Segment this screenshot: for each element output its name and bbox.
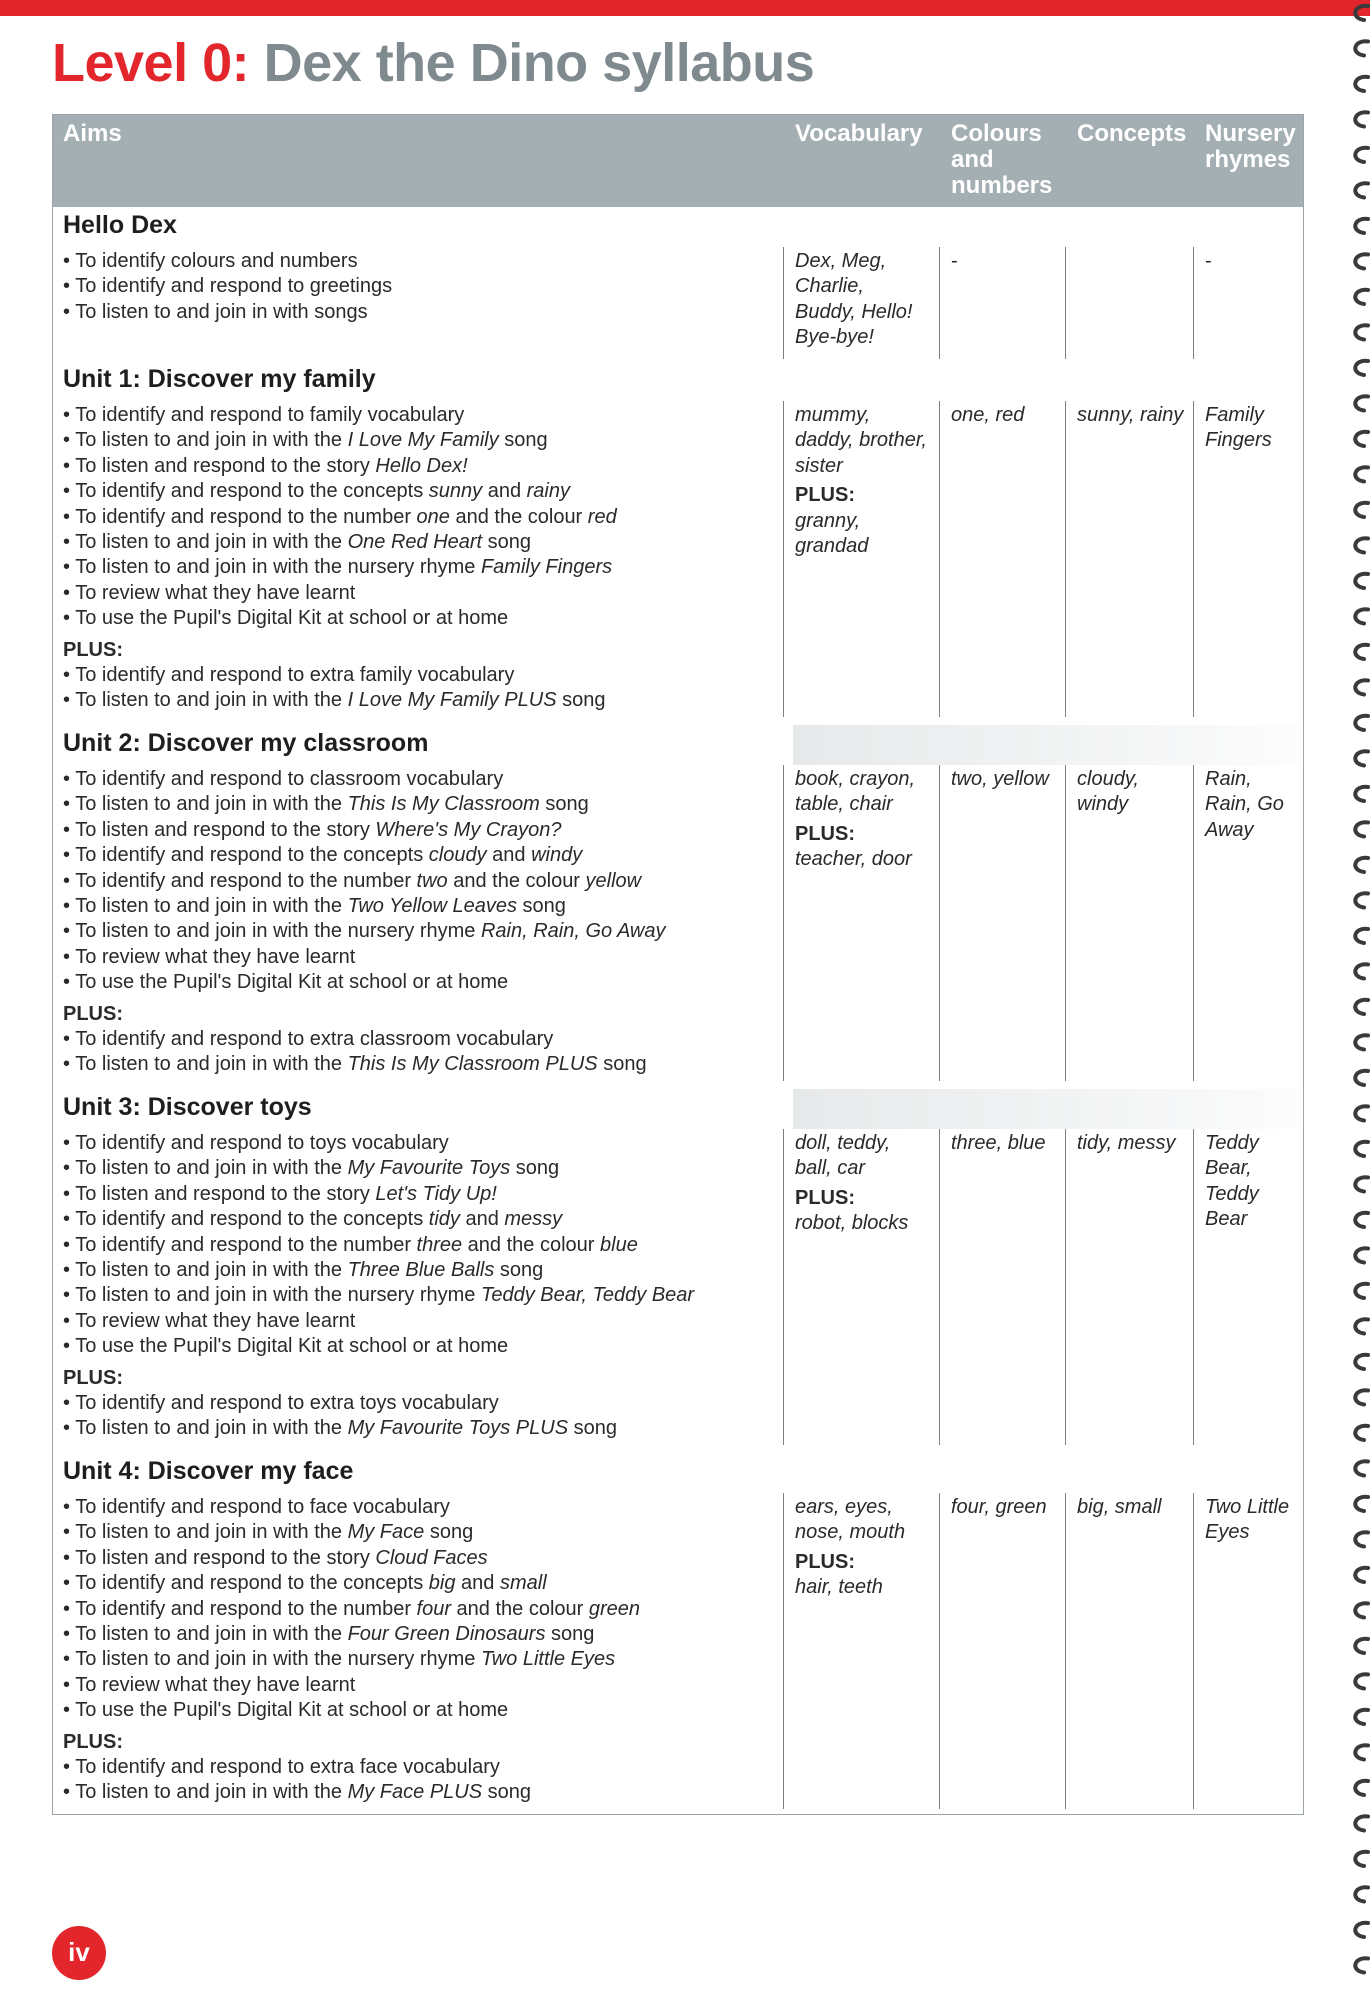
row-shading [793, 725, 1305, 765]
aims-list [63, 403, 793, 714]
binding-ring [1355, 1213, 1368, 1227]
row-shading [793, 1089, 1305, 1129]
aim-item: • To identify and respond to the number two and the colour yellow [63, 869, 642, 892]
column-divider [939, 1493, 940, 1809]
aim-item: • To listen and respond to the story Let's Tidy Up! [63, 1182, 497, 1205]
column-divider [1065, 401, 1066, 717]
concepts-cell: sunny, rainy [1077, 404, 1184, 426]
vocab-plus-label: PLUS: [795, 484, 855, 507]
aim-item: • To review what they have learnt [63, 1673, 356, 1696]
plus-heading: PLUS: [63, 1366, 123, 1389]
aim-item: • To listen to and join in with the nursery rhyme Family Fingers [63, 556, 613, 579]
header-nursery-rhymes: Nursery rhymes [1205, 120, 1296, 173]
column-divider [1193, 401, 1194, 717]
binding-ring [1355, 219, 1368, 233]
plus-aim-item: • To listen to and join in with the This Is My Classroom PLUS song [63, 1053, 647, 1076]
binding-ring [1355, 858, 1368, 872]
column-divider [1065, 765, 1066, 1081]
nursery-cell: Two Little Eyes [1205, 1496, 1290, 1544]
vocab-plus-label: PLUS: [795, 822, 855, 845]
binding-ring [1355, 432, 1368, 446]
binding-ring [1355, 1035, 1368, 1049]
binding-ring [1355, 503, 1368, 517]
plus-aim-item: • To identify and respond to extra toys vocabulary [63, 1392, 499, 1415]
column-divider [939, 765, 940, 1081]
plus-aim-item: • To listen to and join in with the I Love My Family PLUS song [63, 689, 606, 712]
binding-ring [1355, 77, 1368, 91]
column-divider [783, 1129, 784, 1445]
nursery-cell: Teddy Bear, Teddy Bear [1205, 1132, 1259, 1231]
binding-ring [1355, 680, 1368, 694]
column-divider [939, 1129, 940, 1445]
vocabulary-cell: Dex, Meg, Charlie, Buddy, Hello! Bye-bye! [795, 250, 913, 349]
vocabulary-cell: ears, eyes, nose, mouth PLUS: hair, teeth [795, 1495, 927, 1601]
aim-item: • To use the Pupil's Digital Kit at school or at home [63, 1699, 509, 1722]
binding-ring [1355, 1781, 1368, 1795]
colours-cell: one, red [951, 404, 1025, 426]
vocabulary-cell: mummy, daddy, brother, sister PLUS: granny, grandad [795, 404, 927, 558]
binding-ring [1355, 609, 1368, 623]
binding-ring [1355, 1603, 1368, 1617]
aim-item: • To identify and respond to family vocabulary [63, 404, 465, 426]
binding-ring [1355, 1000, 1368, 1014]
level-label: Level 0: [52, 33, 250, 93]
binding-ring [1355, 1532, 1368, 1546]
vocabulary-cell: book, crayon, table, chair PLUS: teacher, door [795, 767, 927, 873]
concepts-cell: tidy, messy [1077, 1132, 1176, 1154]
column-divider [1193, 1129, 1194, 1445]
page-number: iv [52, 1926, 106, 1980]
aim-item: • To identify and respond to toys vocabulary [63, 1132, 449, 1154]
column-divider [1065, 1493, 1066, 1809]
binding-ring [1355, 41, 1368, 55]
aim-item: • To listen to and join in with the My Favourite Toys song [63, 1157, 560, 1180]
nursery-cell: Family Fingers [1205, 404, 1272, 452]
vocab-plus-label: PLUS: [795, 1550, 855, 1573]
top-accent-bar [0, 0, 1370, 16]
binding-ring [1355, 1071, 1368, 1085]
aims-list [63, 1495, 793, 1806]
unit-title: Unit 1: Discover my family [63, 365, 376, 393]
aim-item: • To identify and respond to classroom vocabulary [63, 768, 504, 790]
aim-item: • To review what they have learnt [63, 581, 356, 604]
aim-item: • To listen and respond to the story Where's My Crayon? [63, 818, 562, 841]
binding-ring [1355, 1816, 1368, 1830]
binding-ring [1355, 183, 1368, 197]
unit-title: Unit 4: Discover my face [63, 1457, 354, 1485]
aim-item: • To identify and respond to the concepts cloudy and windy [63, 844, 583, 867]
binding-ring [1355, 1674, 1368, 1688]
binding-ring [1355, 751, 1368, 765]
aim-item: • To use the Pupil's Digital Kit at school or at home [63, 971, 509, 994]
column-divider [939, 401, 940, 717]
aim-item: • To use the Pupil's Digital Kit at school or at home [63, 607, 509, 630]
aim-item: • To identify and respond to greetings [63, 275, 393, 298]
binding-ring [1355, 1426, 1368, 1440]
binding-ring [1355, 1923, 1368, 1937]
aim-item: • To listen to and join in with the Four Green Dinosaurs song [63, 1623, 595, 1646]
binding-ring [1355, 574, 1368, 588]
aim-item: • To listen to and join in with songs [63, 300, 368, 323]
aims-list [63, 767, 793, 1078]
colours-cell: two, yellow [951, 768, 1049, 790]
binding-ring [1355, 1106, 1368, 1120]
unit-title: Unit 3: Discover toys [63, 1093, 312, 1121]
binding-ring [1355, 929, 1368, 943]
binding-ring [1355, 538, 1368, 552]
concepts-cell: cloudy, windy [1077, 768, 1139, 816]
plus-aim-item: • To identify and respond to extra family vocabulary [63, 664, 515, 687]
syllabus-table [52, 114, 1304, 1815]
colours-cell: four, green [951, 1496, 1047, 1518]
column-divider [783, 765, 784, 1081]
aim-item: • To listen to and join in with the This Is My Classroom song [63, 793, 589, 816]
binding-ring [1355, 1390, 1368, 1404]
vocab-plus-label: PLUS: [795, 1186, 855, 1209]
spiral-binding [1340, 0, 1370, 2000]
aim-item: • To listen and respond to the story Hello Dex! [63, 454, 468, 477]
aims-list [63, 249, 793, 325]
concepts-cell: big, small [1077, 1496, 1162, 1518]
colours-cell: - [951, 250, 958, 272]
binding-ring [1355, 1852, 1368, 1866]
binding-ring [1355, 1710, 1368, 1724]
aim-item: • To identify colours and numbers [63, 250, 358, 272]
binding-ring [1355, 716, 1368, 730]
binding-ring [1355, 6, 1368, 20]
aim-item: • To listen to and join in with the My Face song [63, 1521, 474, 1544]
column-divider [783, 401, 784, 717]
colours-cell: three, blue [951, 1132, 1046, 1154]
binding-ring [1355, 112, 1368, 126]
binding-ring [1355, 1355, 1368, 1369]
plus-aim-item: • To identify and respond to extra classroom vocabulary [63, 1028, 554, 1051]
binding-ring [1355, 325, 1368, 339]
aim-item: • To use the Pupil's Digital Kit at school or at home [63, 1335, 509, 1358]
nursery-cell: - [1205, 250, 1212, 272]
binding-ring [1355, 1639, 1368, 1653]
aim-item: • To listen to and join in with the Three Blue Balls song [63, 1259, 544, 1282]
binding-ring [1355, 361, 1368, 375]
syllabus-title: Dex the Dino syllabus [263, 33, 815, 93]
binding-ring [1355, 893, 1368, 907]
column-divider [1193, 765, 1194, 1081]
aim-item: • To identify and respond to the concepts tidy and messy [63, 1208, 563, 1231]
column-divider [1065, 247, 1066, 359]
binding-ring [1355, 1461, 1368, 1475]
column-divider [783, 1493, 784, 1809]
plus-aim-item: • To listen to and join in with the My Favourite Toys PLUS song [63, 1417, 617, 1440]
aim-item: • To identify and respond to the number one and the colour red [63, 505, 617, 528]
section-title: Hello Dex [63, 211, 177, 239]
plus-heading: PLUS: [63, 1002, 123, 1025]
aim-item: • To review what they have learnt [63, 945, 356, 968]
column-divider [783, 247, 784, 359]
binding-ring [1355, 1284, 1368, 1298]
aim-item: • To identify and respond to the concepts big and small [63, 1572, 547, 1595]
binding-ring [1355, 1497, 1368, 1511]
binding-ring [1355, 645, 1368, 659]
column-divider [1193, 1493, 1194, 1809]
column-divider [939, 247, 940, 359]
aim-item: • To listen to and join in with the nursery rhyme Teddy Bear, Teddy Bear [63, 1284, 695, 1307]
aim-item: • To identify and respond to face vocabulary [63, 1496, 450, 1518]
binding-ring [1355, 1745, 1368, 1759]
aims-list [63, 1131, 793, 1442]
binding-ring [1355, 1177, 1368, 1191]
aim-item: • To listen to and join in with the Two Yellow Leaves song [63, 895, 566, 918]
header-aims: Aims [63, 120, 122, 147]
header-vocabulary: Vocabulary [795, 120, 923, 147]
binding-ring [1355, 1887, 1368, 1901]
binding-ring [1355, 1142, 1368, 1156]
column-divider [1193, 247, 1194, 359]
aim-item: • To review what they have learnt [63, 1309, 356, 1332]
binding-ring [1355, 964, 1368, 978]
table-header [53, 115, 1303, 207]
aim-item: • To listen to and join in with the I Love My Family song [63, 429, 548, 452]
aim-item: • To listen to and join in with the One Red Heart song [63, 531, 532, 554]
aim-item: • To identify and respond to the number three and the colour blue [63, 1233, 638, 1256]
aim-item: • To listen to and join in with the nursery rhyme Two Little Eyes [63, 1648, 616, 1671]
binding-ring [1355, 396, 1368, 410]
column-divider [1065, 1129, 1066, 1445]
header-concepts: Concepts [1077, 120, 1187, 147]
header-colours-numbers: Colours and numbers [951, 120, 1053, 199]
plus-aim-item: • To identify and respond to extra face vocabulary [63, 1756, 500, 1779]
binding-ring [1355, 822, 1368, 836]
aim-item: • To identify and respond to the number four and the colour green [63, 1597, 641, 1620]
aim-item: • To listen to and join in with the nursery rhyme Rain, Rain, Go Away [63, 920, 666, 943]
nursery-cell: Rain, Rain, Go Away [1205, 768, 1284, 841]
binding-ring [1355, 1958, 1368, 1972]
binding-ring [1355, 1319, 1368, 1333]
vocabulary-cell: doll, teddy, ball, car PLUS: robot, blocks [795, 1131, 927, 1237]
aim-item: • To listen and respond to the story Cloud Faces [63, 1546, 488, 1569]
plus-aim-item: • To listen to and join in with the My Face PLUS song [63, 1781, 532, 1804]
binding-ring [1355, 148, 1368, 162]
binding-ring [1355, 1568, 1368, 1582]
binding-ring [1355, 254, 1368, 268]
binding-ring [1355, 1248, 1368, 1262]
binding-ring [1355, 290, 1368, 304]
binding-ring [1355, 467, 1368, 481]
aim-item: • To identify and respond to the concepts sunny and rainy [63, 480, 570, 503]
binding-ring [1355, 787, 1368, 801]
plus-heading: PLUS: [63, 1730, 123, 1753]
plus-heading: PLUS: [63, 638, 123, 661]
unit-title: Unit 2: Discover my classroom [63, 729, 429, 757]
page-title [52, 32, 814, 94]
